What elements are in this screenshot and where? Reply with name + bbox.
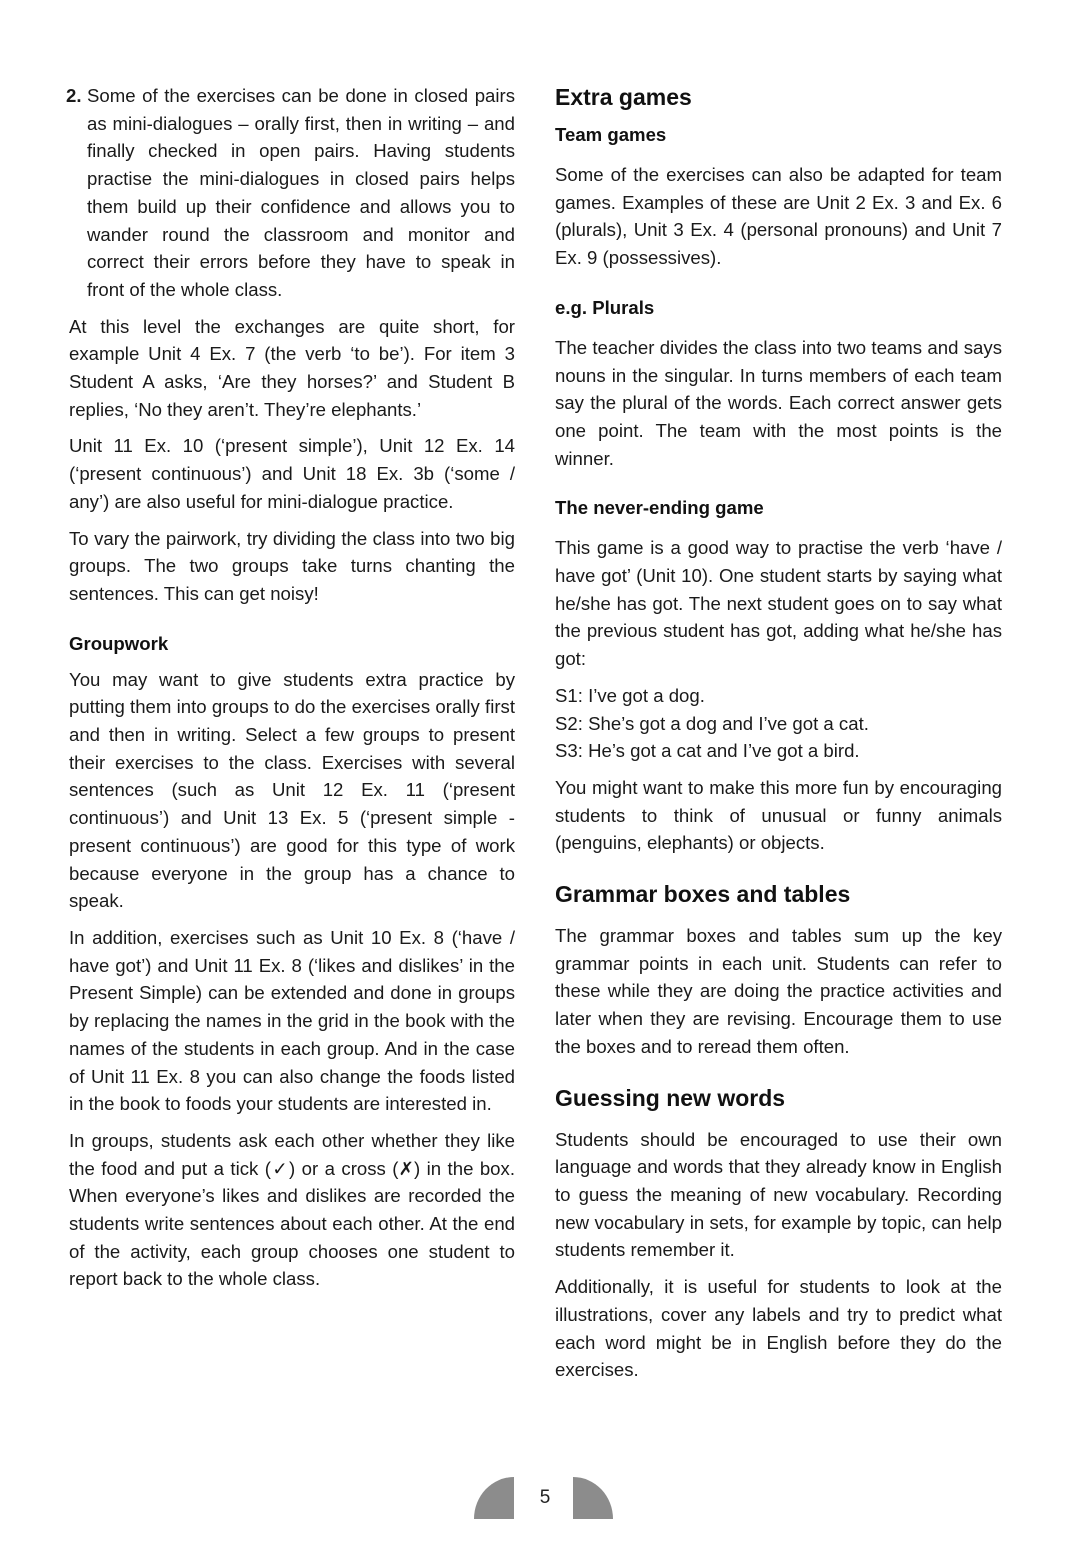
numbered-item-2 xyxy=(66,82,515,304)
paragraph-units: Unit 11 Ex. 10 (‘present simple’), Unit 12 Ex. 14 (‘present continuous’) and Unit 18 Ex. 3b (‘some / any’) are also useful for mini-dialogue practice. xyxy=(69,435,515,512)
item-2-text: Some of the exercises can be done in closed pairs as mini-dialogues – orally first, then in writing – and finally checked in open pairs. Having students practise the mini-dialogues in closed pairs helps them build up their confidence and allows you to wander round the classroom and monitor and correct their errors before they have to speak in front of the whole class. xyxy=(87,85,515,300)
guessing-heading: Guessing new words xyxy=(555,1084,786,1111)
grammar-heading: Grammar boxes and tables xyxy=(555,881,851,908)
groupwork-heading: Groupwork xyxy=(69,632,169,654)
right-quarter-circle-ornament-icon xyxy=(573,1477,613,1519)
left-column xyxy=(66,82,515,1293)
dialogue-line: S2: She’s got a dog and I’ve got a cat. xyxy=(555,712,869,734)
dialogue-line: S3: He’s got a cat and I’ve got a bird. xyxy=(555,740,860,762)
page-footer xyxy=(0,1473,1085,1523)
item-number: 2. xyxy=(66,85,82,106)
dialogue-line: S1: I’ve got a dog. xyxy=(555,684,705,706)
plurals-paragraph: The teacher divides the class into two teams and says nouns in the singular. In turns members of each team say the plural of the words. Each correct answer gets one point. The team with the most points is the winner. xyxy=(555,336,1002,469)
team-games-paragraph: Some of the exercises can also be adapted for team games. Examples of these are Unit 2 Ex. 3 and Ex. 6 (plurals), Unit 3 Ex. 4 (personal pronouns) and Unit 7 Ex. 9 (possessives). xyxy=(555,164,1002,269)
never-ending-paragraph: This game is a good way to practise the verb ‘have / have got’ (Unit 10). One student starts by saying what he/she has got. The next student goes on to say what the previous student has got, adding what he/she has got: xyxy=(555,537,1002,670)
paragraph-vary-pairwork: To vary the pairwork, try dividing the class into two big groups. The two groups take turns chanting the sentences. This can get noisy! xyxy=(69,527,515,604)
page-number: 5 xyxy=(539,1487,551,1508)
never-ending-paragraph-2: You might want to make this more fun by encouraging students to think of unusual or funny animals (penguins, elephants) or objects. xyxy=(555,776,1002,854)
team-games-heading: Team games xyxy=(555,124,667,145)
guessing-paragraph-1: Students should be encouraged to use their own language and words that they already know in English to guess the meaning of new vocabulary. Recording new vocabulary in sets, for example by topic, can help students remember it. xyxy=(555,1128,1002,1261)
groupwork-paragraph-3: In groups, students ask each other whether they like the food and put a tick (✓) or a cross (✗) in the box. When everyone’s likes and dislikes are recorded the students write sentences about each other. At the end of the activity, each group chooses one student to report back to the whole class. xyxy=(69,1129,515,1290)
grammar-paragraph: The grammar boxes and tables sum up the key grammar points in each unit. Students can refer to these while they are doing the practice activities and later when they are revising. Encourage them to use the boxes and to reread them often. xyxy=(555,925,1002,1057)
guessing-paragraph-2: Additionally, it is useful for students to look at the illustrations, cover any labels and try to predict what each word might be in English before they do the exercises. xyxy=(555,1276,1002,1381)
paragraph-exchanges: At this level the exchanges are quite short, for example Unit 4 Ex. 7 (the verb ‘to be’). For item 3 Student A asks, ‘Are they horses?’ and Student B replies, ‘No they aren’t. They’re elephants.’ xyxy=(69,315,515,420)
groupwork-paragraph-2: In addition, exercises such as Unit 10 Ex. 8 (‘have / have got’) and Unit 11 Ex. 8 (‘likes and dislikes’ in the Present Simple) can be extended and done in groups by replacing the names in the grid in the book with the names of the students in each group. And in the case of Unit 11 Ex. 8 you can also change the foods listed in the book to foods your students are interested in. xyxy=(69,926,515,1115)
groupwork-paragraph-1: You may want to give students extra practice by putting them into groups to do the exercises orally first and then in writing. Select a few groups to present their exercises to the class. Exercises with several sentences (such as Unit 12 Ex. 11 (‘present continuous’) and Unit 13 Ex. 5 (‘present simple - present continuous’) are good for this type of work because everyone in the group has a chance to speak. xyxy=(69,668,515,912)
extra-games-heading: Extra games xyxy=(555,84,692,110)
left-quarter-circle-ornament-icon xyxy=(474,1477,514,1519)
dialogue-example xyxy=(555,682,1002,765)
right-column xyxy=(555,82,1002,1384)
plurals-heading: e.g. Plurals xyxy=(555,296,655,318)
never-ending-heading: The never-ending game xyxy=(555,497,764,519)
